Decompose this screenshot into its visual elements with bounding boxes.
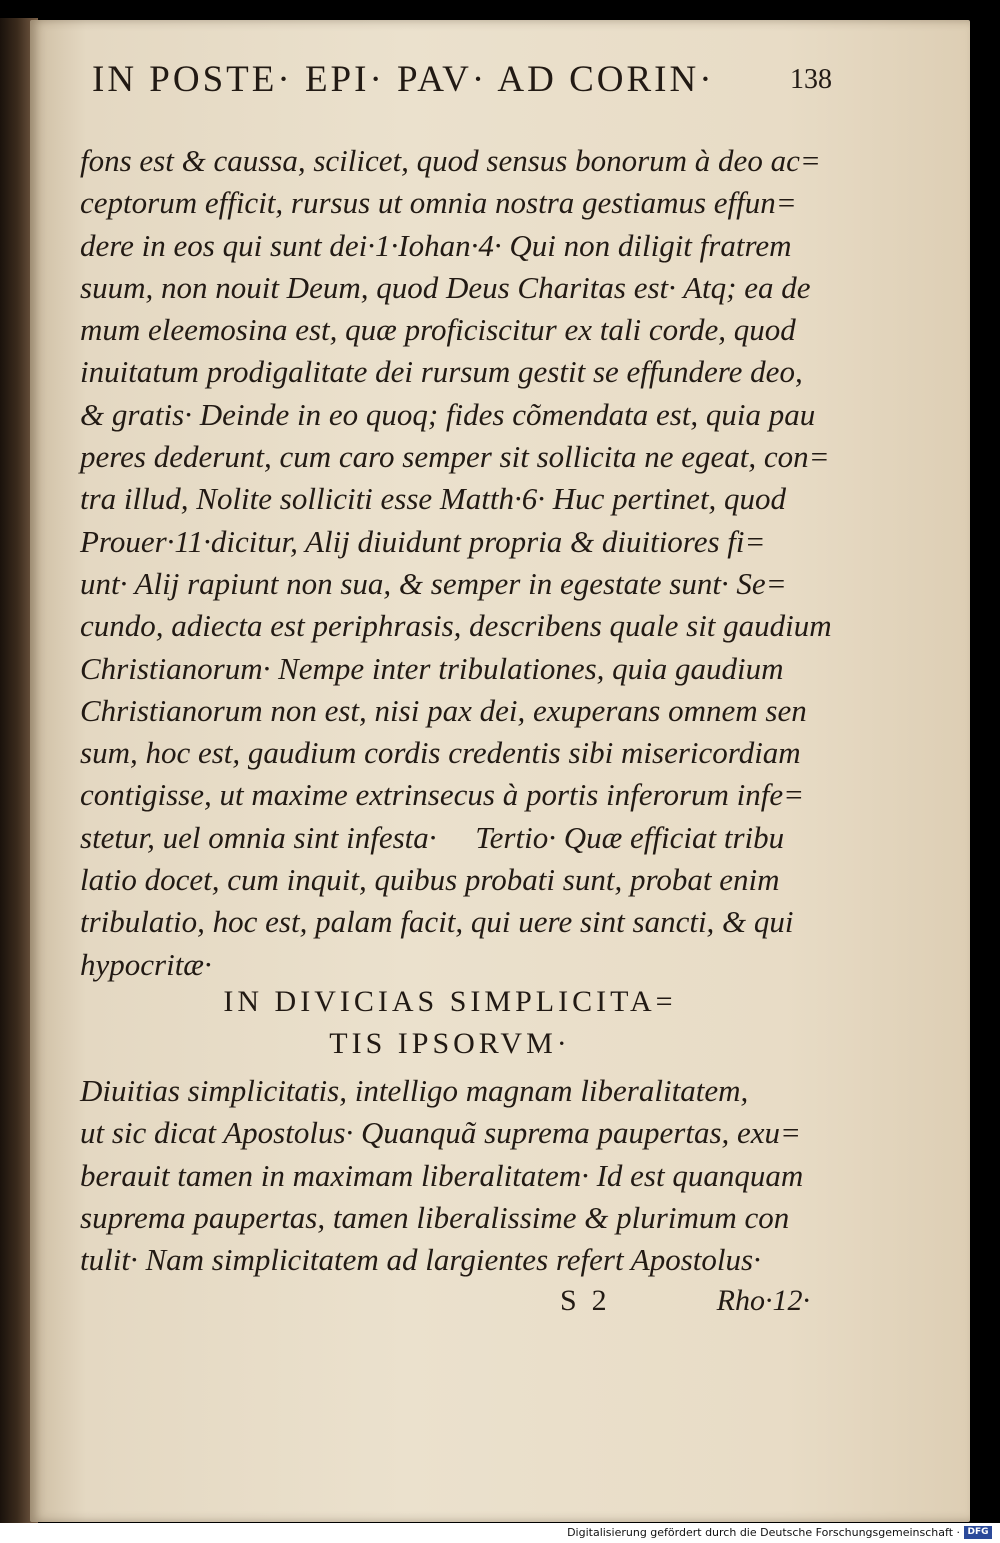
digitization-footer [0, 1523, 1000, 1543]
footer-credit: Digitalisierung gefördert durch die Deutsche Forschungsgemeinschaft · [567, 1526, 960, 1539]
page-number: 138 [790, 64, 832, 95]
text-line: tulit· Nam simplicitatem ad largientes refert Apostolus· [80, 1242, 761, 1278]
section-text [80, 1070, 820, 1281]
running-head-title: IN POSTE· EPI· PAV· AD CORIN· [92, 59, 715, 100]
text-line: Prouer·11·dicitur, Alij diuidunt propria & diuitiores fi= [80, 523, 766, 559]
text-line: hypocritæ· [80, 946, 212, 982]
text-line: stetur, uel omnia sint infesta· Tertio· Quæ efficiat tribu [80, 819, 785, 855]
book-page [30, 20, 970, 1522]
text-line: contigisse, ut maxime extrinsecus à portis inferorum infe= [80, 777, 805, 813]
body-text [80, 140, 832, 986]
signature-mark: S 2 [560, 1284, 607, 1317]
text-line: unt· Alij rapiunt non sua, & semper in egestate sunt· Se= [80, 565, 787, 601]
text-line: fons est & caussa, scilicet, quod sensus bonorum à deo ac= [80, 143, 821, 178]
text-line: mum eleemosina est, quæ proficiscitur ex tali corde, quod [80, 312, 796, 348]
section-heading-line-1: IN DIVICIAS SIMPLICITA= [223, 985, 677, 1018]
text-line: sum, hoc est, gaudium cordis credentis sibi misericordiam [80, 735, 801, 771]
dfg-logo-icon: DFG [964, 1526, 992, 1539]
text-line: & gratis· Deinde in eo quoq; fides cõmendata est, quia pau [80, 396, 816, 432]
text-line: cundo, adiecta est periphrasis, describens quale sit gaudium [80, 608, 832, 644]
text-line: tribulatio, hoc est, palam facit, qui uere sint sancti, & qui [80, 904, 794, 940]
page-content [60, 20, 832, 1522]
text-line: latio docet, cum inquit, quibus probati sunt, probat enim [80, 862, 780, 898]
text-line: ut sic dicat Apostolus· Quanquã suprema paupertas, exu= [80, 1115, 801, 1151]
text-line: inuitatum prodigalitate dei rursum gestit se effundere deo, [80, 354, 803, 390]
text-line: Christianorum non est, nisi pax dei, exuperans omnem sen [80, 692, 807, 728]
text-line: berauit tamen in maximam liberalitatem· Id est quanquam [80, 1157, 804, 1193]
section-heading-line-2: TIS IPSORVM· [329, 1027, 571, 1060]
catchword: Rho·12· [716, 1284, 810, 1317]
running-head [92, 58, 832, 101]
text-line: Diuitias simplicitatis, intelligo magnam liberalitatem, [80, 1073, 749, 1108]
text-line: peres dederunt, cum caro semper sit sollicita ne egeat, con= [80, 439, 830, 475]
text-line: dere in eos qui sunt dei·1·Iohan·4· Qui non diligit fratrem [80, 227, 792, 263]
page-footer-marks [80, 1284, 820, 1324]
text-line: suprema paupertas, tamen liberalissime & plurimum con [80, 1199, 790, 1235]
text-line: Christianorum· Nempe inter tribulationes, quia gaudium [80, 650, 784, 686]
text-line: tra illud, Nolite solliciti esse Matth·6· Huc pertinet, quod [80, 481, 787, 517]
text-line: suum, non nouit Deum, quod Deus Charitas est· Atq; ea de [80, 269, 811, 305]
text-line: ceptorum efficit, rursus ut omnia nostra gestiamus effun= [80, 185, 797, 221]
